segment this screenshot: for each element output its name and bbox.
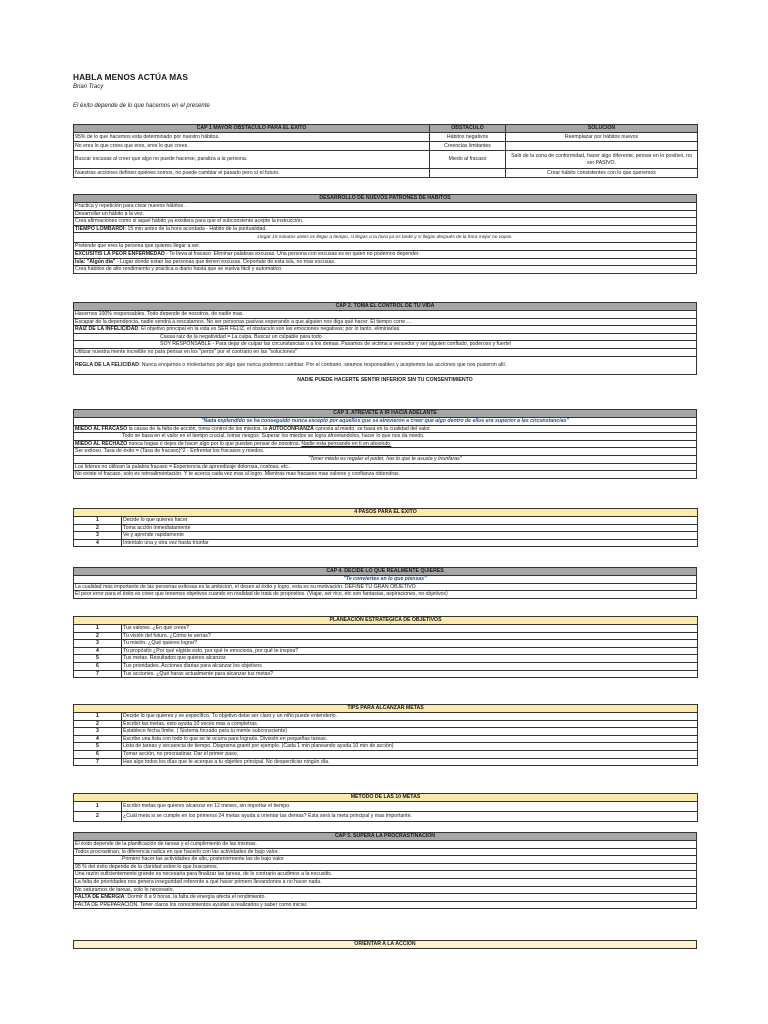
cap1-row-solucion: Crear hábito consistentes con lo que queremos: [506, 169, 698, 178]
cap3-underline-text: Nadie esta pensando en ti en absoluto.: [301, 440, 392, 447]
cap5-row: 95 % del éxito depende de la claridad sobre lo que buscamos.: [74, 863, 697, 871]
cap4-row: El peor error para el éxito es creer que tenemos objetivos cuando en realidad de trata de propositos. (Viajar, ser rico, etc son fantasias, aspiraciones, no objetivos): [74, 591, 697, 599]
cap1-row-solucion: Salir de la zona de conformidad, hacer algo diferente, pensar en lo positivo, no ser PASIVO.: [506, 151, 698, 169]
pasos-number: 2: [74, 524, 122, 532]
metodo-item: ¿Cuál meta si se cumple en los primeros 24 metas ayuda a orientar las demas? Esta será la meta principal y mas importante.: [122, 812, 698, 822]
cap5-row: No saturarnos de tareas, solo lo necesario.: [74, 886, 697, 894]
habitos-row-quote: Llegar 15 minutos antes es llegar a tiempo, si llegas a la hora ya es tarde y si llegas después de la hora mejor no vayas.: [74, 233, 697, 243]
planeacion-item: Tus valores. ¿En qué crees?: [122, 625, 698, 633]
pasos-title: 4 PASOS PARA EL ÉXITO: [74, 509, 698, 517]
habitos-row: [74, 225, 697, 233]
habitos-row-text: 15 min antes de la hora acordada - Hábito de la puntualidad.: [126, 225, 267, 232]
tips-title: TIPS PARA ALCANZAR METAS: [74, 705, 698, 713]
cap1-row-obstaculo: Miedo al fracaso: [430, 151, 506, 169]
tips-number: 5: [74, 743, 122, 751]
habitos-row: Pretende que eres la persona que quieres llegar a ser.: [74, 243, 697, 251]
habitos-row: Desarrollar un hábito a la vez.: [74, 210, 697, 218]
planeacion-title: PLANEACIÓN ESTRATEGICA DE OBJETIVOS: [74, 617, 698, 625]
planeacion-number: 3: [74, 640, 122, 648]
cap2-row: Utilizar nuestra mente increible no para pensar en los "peros" por el contrario en las "soluciones": [74, 348, 697, 356]
cap3-row-text: la causa de la falta de acción, toma control de los miedos, la: [127, 425, 269, 432]
tips-item: Lista de tareas y secuencia de tiempo. Diagrama grantt por ejemplo. (Cada 1 min planeando ayuda 10 min de acción): [122, 743, 698, 751]
cap3-bold-label: AUTOCONFIANZA: [268, 425, 314, 432]
cap5-row: El éxito depende de la planificación de tareas y el cumplimiento de las mismas.: [74, 841, 697, 849]
cap3-row: No existe el fracaso, solo es retroalimentación. Y te acerca cada vez mas al logro. Mientras mas fracases mas valores y confianza obtendras.: [74, 471, 697, 479]
cap2-bold-label: REGLA DE LA FELICIDAD: [75, 361, 139, 368]
cap2-title: CAP 2. TOMA EL CONTROL DE TU VIDA: [74, 303, 697, 311]
cap3-table: [73, 409, 697, 479]
tips-item: Escribir las metas, esto ayuda 10 veces mas a completras.: [122, 720, 698, 728]
cap3-row-quote: "Tener miedo es regalar el poder, has lo que te asusta y triunfaras": [74, 455, 697, 463]
cap5-row: Una razón suficientemente grande es necesaria para finalizar las tareas, de lo contrario acudimos a la excusitis.: [74, 871, 697, 879]
tips-table: [73, 704, 698, 766]
pasos-number: 1: [74, 517, 122, 525]
tips-item: Tomar acción, no procrastinar. Dar el primer paso.: [122, 750, 698, 758]
habitos-table: [73, 194, 697, 274]
cap5-table: [73, 832, 697, 909]
habitos-row-text: - Lugar donde estan las personas que tienen excusas. Deportate de esta isla, no mas excusas.: [115, 258, 336, 265]
orientar-title: ORIENTAR A LA ACCIÓN: [74, 941, 697, 949]
tips-item: Decide lo que quieres y se específico. Tu objetivo debe ser claro y un niño puede entenderlo.: [122, 713, 698, 721]
tips-number: 1: [74, 713, 122, 721]
habitos-bold-label: Isla: "Algún día": [75, 258, 116, 265]
metodo-number: 1: [74, 802, 122, 812]
metodo-number: 2: [74, 812, 122, 822]
cap5-row: Todos procrastinan, la diferencia radica en que hacerlo con las actividades de bajo valor.: [74, 848, 697, 856]
pasos-item: Decide lo que quieres hacer: [122, 517, 698, 525]
orientar-table: [73, 940, 697, 949]
document-quote: El éxito depende de lo que hacemos en el presente: [73, 103, 210, 109]
cap1-row-solucion: [506, 142, 698, 151]
cap4-title: CAP 4. DECIDE LO QUE REALMENTE QUIERES: [74, 568, 697, 576]
cap2-row: Causa raíz de la negatividad = La culpa. Buscar un culpable para todo: [74, 333, 697, 341]
tips-item: Has algo todos los días que te acerque a tu objetivo principal. No desperdiciar ningún día.: [122, 758, 698, 766]
habitos-row: Practica y repetición para crear nuevos hábitos .: [74, 203, 697, 211]
cap5-bold-label: FALTA DE ENERGÍA: [75, 894, 125, 901]
cap3-title: CAP 3. ATREVETE A IR HACIA ADELANTE: [74, 410, 697, 418]
cap4-table: [73, 567, 697, 599]
planeacion-number: 2: [74, 632, 122, 640]
cap2-row-text: : El objetivo principal en la vida es SER FELIZ, el obstaculo son las emociones negativas; por lo tanto, eliminarlas.: [138, 326, 401, 333]
habitos-bold-label: TIEMPO LOMBARDI:: [75, 225, 127, 232]
habitos-bold-label: EXCUSITIS LA PEOR ENFERMEDAD: [75, 250, 165, 257]
cap3-row: Todo se basa en el valor en el tiempo crucial, tomar riesgos. Superar los miedos se logra afrontandolos, hacer lo que nos da miedo.: [74, 433, 697, 441]
pasos-table: [73, 508, 698, 547]
cap3-row: Los lideres no utilizan la palabra fracaso = Experiencia de aprendizaje dolorosa, costosa, etc..: [74, 463, 697, 471]
planeacion-number: 7: [74, 670, 122, 678]
cap1-row-text: Nuestras acciones definen quiénes somos, no puede cambiar el pasado pero sí el futuro.: [74, 169, 430, 178]
pasos-number: 4: [74, 539, 122, 547]
cap1-table: [73, 124, 698, 178]
planeacion-item: Tus metas. Resultados que quieres alcanzar.: [122, 655, 698, 663]
cap1-row-text: Buscar excusas al creer que algo no puede hacerse, paraliza a la persona.: [74, 151, 430, 169]
cap2-row: Hacernos 100% responsables. Todo depende de nosotros, de nadie mas.: [74, 311, 697, 319]
planeacion-table: [73, 616, 698, 678]
cap1-row-text: 95% de lo que hacemos esta determinado por nuestro hábitos.: [74, 133, 430, 142]
cap3-row: [74, 440, 697, 448]
planeacion-item: Tus acciones. ¿Qué haras actualmente para alcanzar tus metas?: [122, 670, 698, 678]
cap5-row: [74, 894, 697, 902]
planeacion-number: 1: [74, 625, 122, 633]
document-author: Brian Tracy: [73, 84, 104, 90]
cap2-row: [74, 326, 697, 334]
cap3-row-text: cancela al miedo, se basa en la cualidad del valor.: [313, 425, 432, 432]
planeacion-item: Tu propósito ¿Por qué elgiste esto, por qué te emociona, por qué te inspira?: [122, 647, 698, 655]
cap1-row-text: No eres lo que crees que eres, eres lo que crees.: [74, 142, 430, 151]
pasos-number: 3: [74, 532, 122, 540]
cap5-row: FALTA DE PREPARACIÓN. Tener claros los conocimientos ayudan a realizarlos y saber como iniciar.: [74, 901, 697, 909]
cap3-row-text: nunca hagas o dejes de hacer algo por lo que puedan pensar de nosotros.: [127, 440, 302, 447]
habitos-row: [74, 250, 697, 258]
habitos-row: [74, 258, 697, 266]
tips-number: 4: [74, 735, 122, 743]
metodo-table: [73, 793, 698, 822]
pasos-item: Intentalo una y otra vez hasta triunfar: [122, 539, 698, 547]
cap3-row: [74, 425, 697, 433]
planeacion-item: Tu misión. ¿Qué quieres lograr?: [122, 640, 698, 648]
cap1-col-obstaculo: OBSTACULO: [430, 125, 506, 133]
tips-number: 2: [74, 720, 122, 728]
habitos-row: Crea hábitos de alto rendimiento y práctica a diario hasta que se vuelva fácil y automatico.: [74, 266, 697, 274]
planeacion-item: Tu visión del futuro. ¿Cómo te verías?: [122, 632, 698, 640]
pasos-item: Ve y aprende rapidamente: [122, 532, 698, 540]
metodo-title: MÉTODO DE LAS 10 METAS: [74, 794, 698, 802]
cap1-row-obstaculo: Hábitos negativos: [430, 133, 506, 142]
cap4-row: La cualidad mas importante de las personas exitosas es la ambicion, el deseo al éxito y logro, esta es su motivación. DEFINE TU GRAN OBJETIVO: [74, 583, 697, 591]
cap2-bold-label: RAIZ DE LA INFELICIDAD: [75, 326, 139, 333]
planeacion-number: 6: [74, 662, 122, 670]
cap2-footer: NADIE PUEDE HACERTE SENTIR INFERIOR SIN TU CONSENTIMIENTO: [297, 377, 473, 384]
tips-number: 3: [74, 728, 122, 736]
tips-number: 7: [74, 758, 122, 766]
cap1-row-solucion: Reemplazar por hábitos nuevos: [506, 133, 698, 142]
cap1-col-solucion: SOLUCIÓN: [506, 125, 698, 133]
planeacion-number: 5: [74, 655, 122, 663]
tips-item: Escribe una lista con todo lo que se te ocurra para lograrlo. División en pequeñas tareas.: [122, 735, 698, 743]
cap5-title: CAP 5. SUPERA LA PROCRASTINACIÓN: [74, 833, 697, 841]
habitos-title: DESARROLLO DE NUEVOS PATRONES DE HÁBITOS: [74, 195, 697, 203]
planeacion-item: Tus prioridades. Acciones diarias para alcanzar los objetivos: [122, 662, 698, 670]
tips-number: 6: [74, 750, 122, 758]
habitos-row: Crea afirmaciones como si aquel hábito ya existiera para que el subconsiente acepte la instrucción.: [74, 218, 697, 226]
planeacion-number: 4: [74, 647, 122, 655]
cap2-row: [74, 356, 697, 374]
cap1-row-obstaculo: Creencias limitantes: [430, 142, 506, 151]
metodo-item: Escribir metas que quieres alcanzar en 12 meses, sin importar el tiempo.: [122, 802, 698, 812]
tips-item: Establece fecha límite. ( Sistema forzado para tu mente subconsciente): [122, 728, 698, 736]
cap5-row: La falta de prioridades nos genera inseguridad referente a qué hacer primero llevandonos a no hacer nada.: [74, 878, 697, 886]
cap1-row-obstaculo: [430, 169, 506, 178]
cap5-row-text: : Dormir 8 a 9 horas, la falta de energía afecta el rendimiento.: [124, 894, 266, 901]
cap3-bold-label: MIEDO AL RECHAZO: [75, 440, 128, 447]
cap3-bold-label: MIEDO AL FRACASO: [75, 425, 128, 432]
cap2-row-text: : Nunca enojarnos o molestarnos por algo que nunca podemos cambiar. Por el contrario, seamos responsables y aceptemos las acciones que nos pusieron allí.: [138, 361, 507, 368]
cap3-row: Ser exitoso. Tasa de éxito = (Tasa de fracaso)^2 - Enfrentar los fracasos y miedos.: [74, 448, 697, 456]
habitos-row-text: - Te lleva al fracaso. Eliminar palabras excusas. Una persona con excusas es en quien no podemos depender.: [164, 250, 420, 257]
cap3-quote: "Nada esplendido se ha conseguido nunca excepto por aquellos que se atrevieron a creer que algo dentro de ellos era superior a las circunstancias": [74, 418, 697, 426]
cap2-table: [73, 302, 697, 384]
cap4-quote: "Te conviertes en lo que piensas": [74, 576, 697, 584]
cap2-row: Escapar de la dependencia, nadie vendrá a rescatarnos. No ser personas pasivas esperando a que alguien nos diga qué hacer. El tiempo corre….: [74, 318, 697, 326]
cap1-title: CAP 1 MAYOR OBSTACULO PARA EL ÉXITO: [74, 125, 430, 133]
cap5-row: Primero hacer las actividades de alto, posteriormente las de bajo valor: [74, 856, 697, 864]
cap2-row: SOY RESPONSABLE - Para dejar de culpar las circunstancias o a los demas. Pasamos de victima a vencedor y ser alguien confiado, poderoso y fuerte!: [74, 341, 697, 349]
document-title: HABLA MENOS ACTÚA MAS: [73, 72, 189, 82]
pasos-item: Toma acción inmediatamente: [122, 524, 698, 532]
